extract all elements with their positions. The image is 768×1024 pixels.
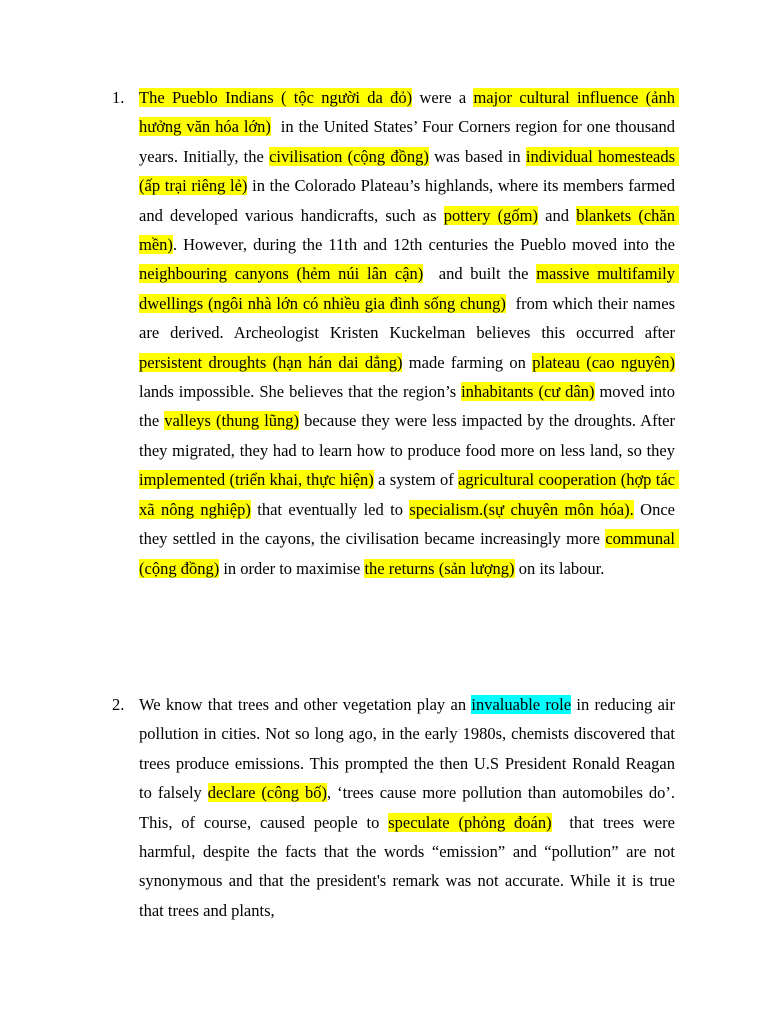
highlighted-term: the returns (sản lượng) <box>364 558 515 578</box>
body-text: made farming on <box>402 352 533 372</box>
highlighted-term: communal (cộng đồng) <box>139 529 680 578</box>
highlighted-term: plateau (cao nguyên) <box>532 352 675 372</box>
highlighted-term: speculate (phỏng đoán) <box>388 812 552 832</box>
highlighted-term: invaluable role <box>471 695 572 714</box>
paragraph-text <box>139 690 680 925</box>
body-text: from which their names are derived. Archeologist Kristen Kuckelman believes this occurred after <box>139 293 680 343</box>
body-text: and <box>537 205 577 225</box>
highlighted-term: persistent droughts (hạn hán dai dẳng) <box>139 352 403 372</box>
highlighted-term: The Pueblo Indians ( tộc người da đỏ) <box>139 88 413 107</box>
body-text: that eventually led to <box>250 499 410 519</box>
body-text: because they were less impacted by the droughts. After they migrated, they had to learn how to produce food more on less land, so they <box>139 411 680 460</box>
highlighted-term: individual homesteads (ấp trại riêng lẻ) <box>139 146 680 196</box>
body-text: in order to maximise <box>219 558 365 578</box>
list-marker: 1. <box>112 88 125 107</box>
highlighted-term: valleys (thung lũng) <box>164 411 300 431</box>
body-text: a system of <box>373 470 459 490</box>
body-text: on its labour. <box>514 558 605 578</box>
body-text: in the United States’ Four Corners region for one thousand years. Initially, the <box>139 117 680 166</box>
highlighted-term: pottery (gốm) <box>443 205 538 225</box>
body-text: moved into the <box>139 382 680 431</box>
body-text: . However, during the 11th and 12th centuries the Pueblo moved into the <box>172 235 680 255</box>
body-text: , ‘trees cause more pollution than automobiles do’. This, of course, caused people to <box>139 783 679 832</box>
highlighted-term: inhabitants (cư dân) <box>461 382 595 402</box>
highlighted-term: massive multifamily dwellings (ngôi nhà lớn có nhiều gia đình sống chung) <box>139 264 680 313</box>
paragraph-text <box>139 83 680 583</box>
highlighted-term: specialism.(sự chuyên môn hóa). <box>409 499 634 519</box>
highlighted-term: blankets (chăn mền) <box>139 205 680 255</box>
highlighted-term: civilisation (cộng đồng) <box>269 146 429 166</box>
highlighted-term: neighbouring canyons (hẻm núi lân cận) <box>139 264 424 284</box>
body-text: that trees were harmful, despite the facts that the words “emission” and “pollution” are not synonymous and that the president's remark was not accurate. While it is true that trees and plants, <box>139 812 680 920</box>
body-text: was based in <box>428 146 526 166</box>
body-text: and built the <box>423 264 537 284</box>
body-text: lands impossible. She believes that the region’s <box>139 352 680 402</box>
highlighted-term: agricultural cooperation (hợp tác xã nông nghiệp) <box>139 470 680 519</box>
paragraph-item-1 <box>112 83 680 583</box>
list-marker: 2. <box>112 695 125 714</box>
highlighted-term: major cultural influence (ảnh hưởng văn hóa lớn) <box>139 88 680 137</box>
body-text: were a <box>412 88 474 107</box>
highlighted-term: implemented (triển khai, thực hiện) <box>139 470 374 490</box>
paragraph-item-2 <box>112 690 680 925</box>
body-text: in the Colorado Plateau’s highlands, where its members farmed and developed various handicrafts, such as <box>139 176 680 225</box>
body-text: We know that trees and other vegetation play an <box>139 695 472 714</box>
body-text: in reducing air pollution in cities. Not so long ago, in the early 1980s, chemists discovered that trees produce emissions. This prompted the then U.S President Ronald Reagan to falsely <box>139 695 680 803</box>
body-text: Once they settled in the cayons, the civilisation became increasingly more <box>139 499 680 549</box>
highlighted-term: declare (công bố) <box>207 783 327 803</box>
